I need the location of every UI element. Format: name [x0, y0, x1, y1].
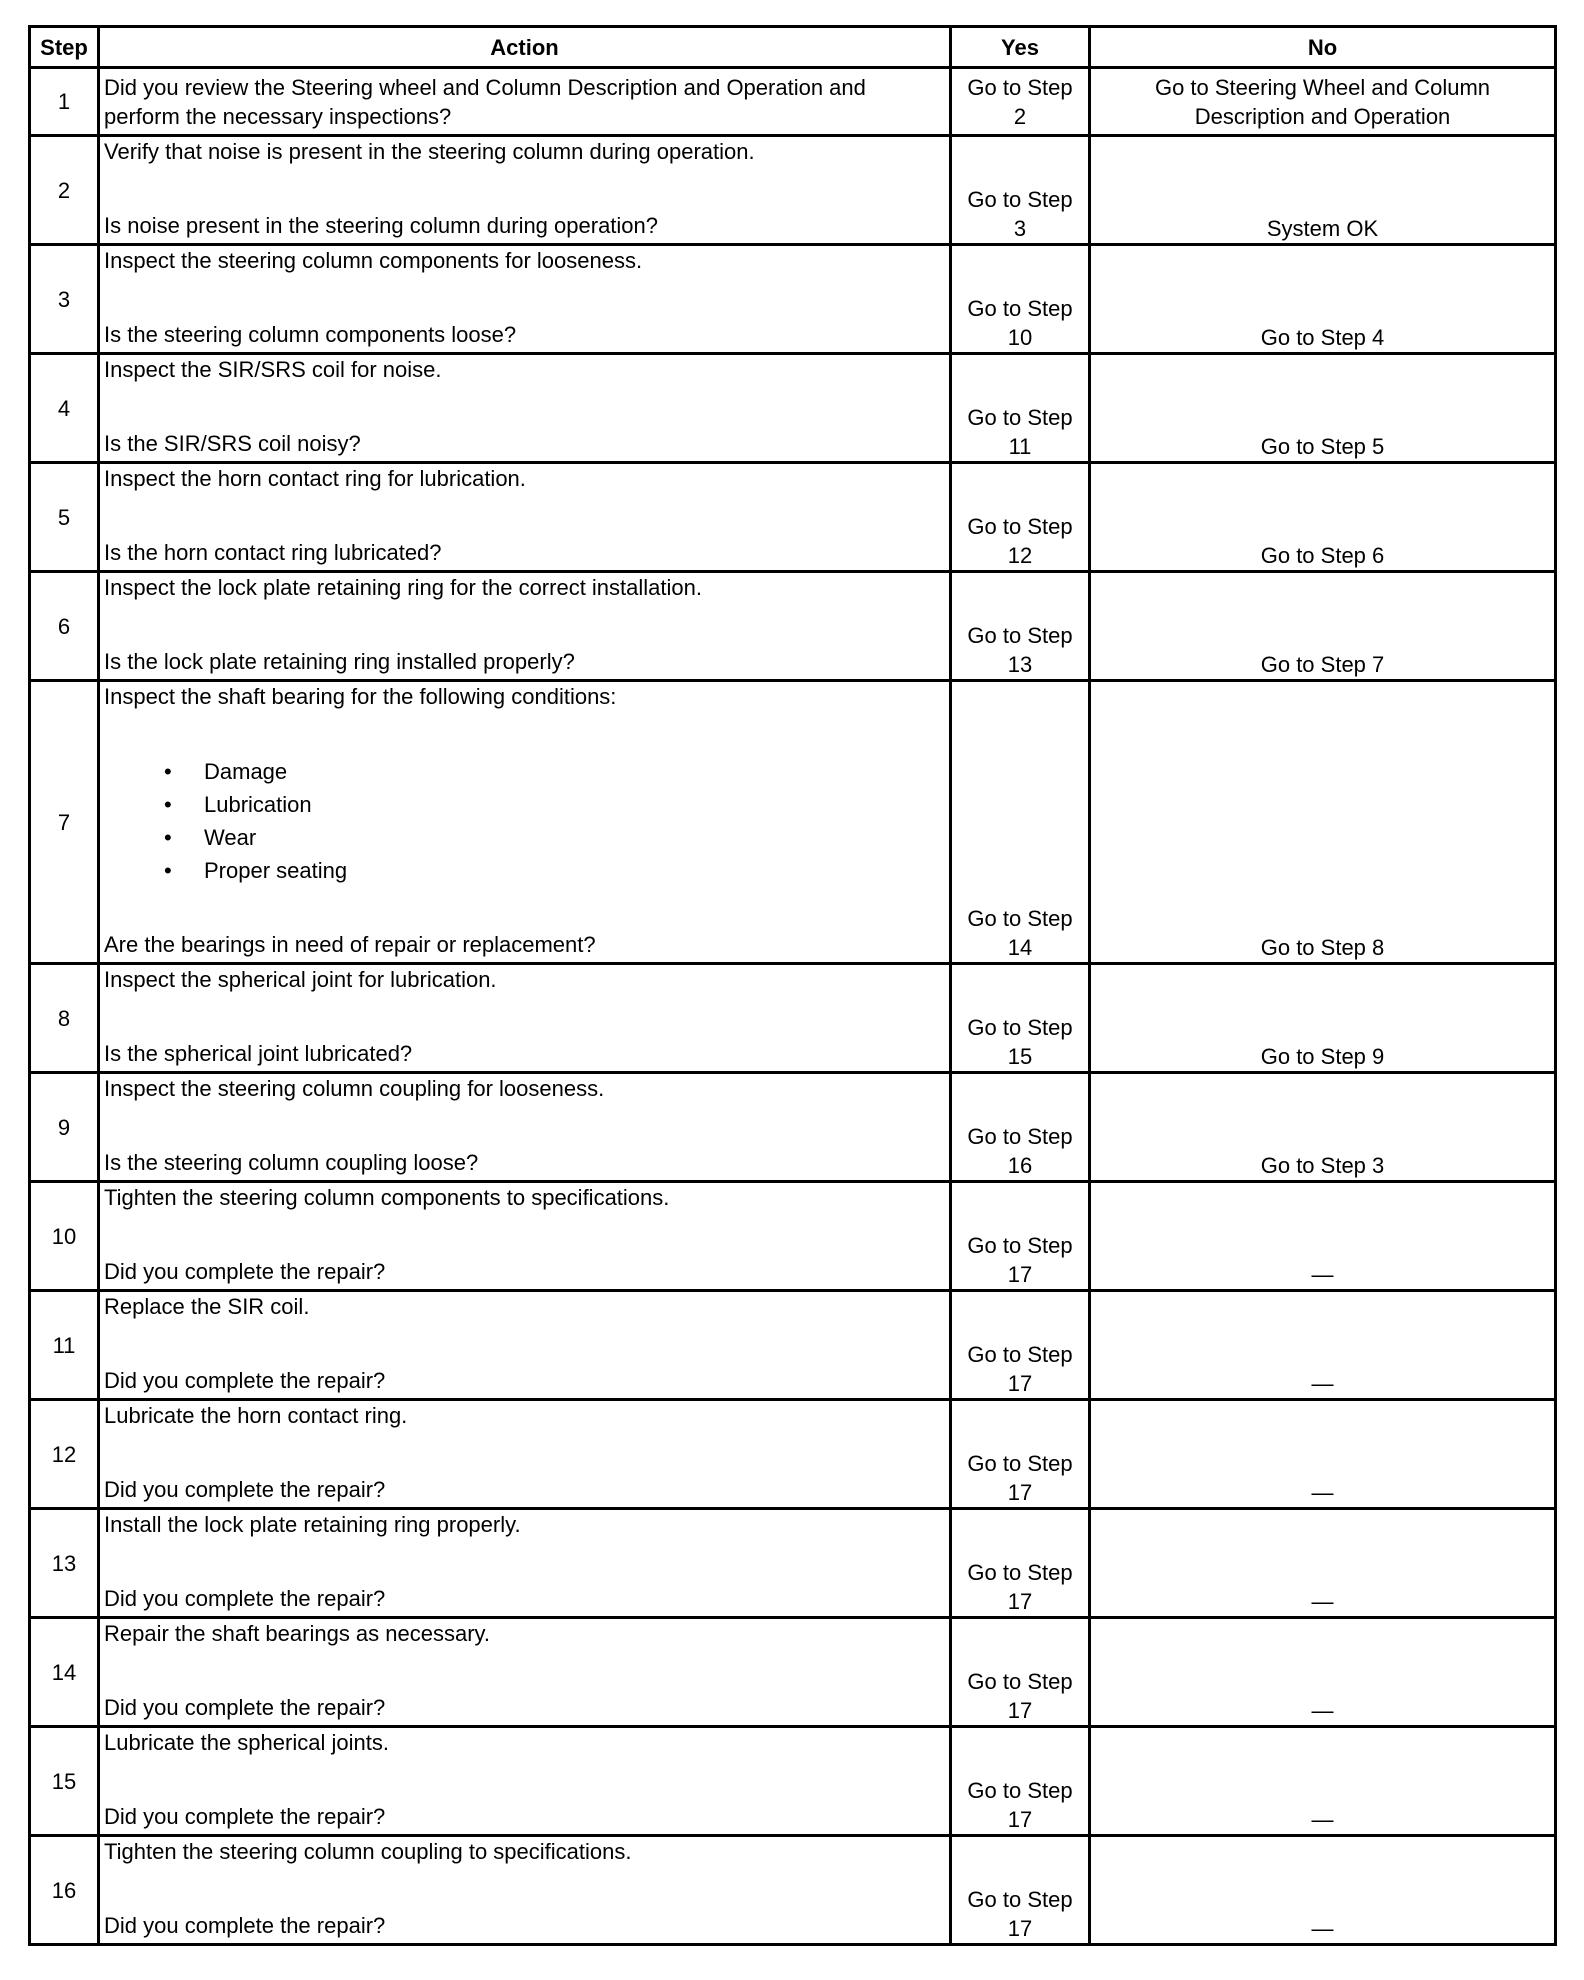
action-instruction: Lubricate the horn contact ring.	[104, 1403, 408, 1428]
step-number: 11	[30, 1291, 99, 1400]
action-instruction: Tighten the steering column components to specifications.	[104, 1185, 670, 1210]
action-cell	[99, 1836, 951, 1945]
yes-cell: Go to Step 10	[951, 245, 1090, 354]
yes-cell: Go to Step 11	[951, 354, 1090, 463]
action-cell	[99, 1400, 951, 1509]
action-cell	[99, 136, 951, 245]
yes-cell: Go to Step 13	[951, 572, 1090, 681]
no-cell: —	[1090, 1836, 1556, 1945]
step-number: 3	[30, 245, 99, 354]
no-cell: Go to Step 9	[1090, 964, 1556, 1073]
action-instruction: Lubricate the spherical joints.	[104, 1730, 389, 1755]
action-instruction: Inspect the lock plate retaining ring for the correct installation.	[104, 575, 702, 600]
action-cell	[99, 463, 951, 572]
no-cell: Go to Step 6	[1090, 463, 1556, 572]
action-cell	[99, 1618, 951, 1727]
no-cell: Go to Step 5	[1090, 354, 1556, 463]
step-number: 4	[30, 354, 99, 463]
action-cell	[99, 354, 951, 463]
yes-cell: Go to Step 2	[951, 68, 1090, 136]
action-question: Is the lock plate retaining ring installed properly?	[104, 649, 575, 674]
action-question: Is the SIR/SRS coil noisy?	[104, 431, 361, 456]
table-row	[30, 572, 1556, 681]
header-yes: Yes	[951, 27, 1090, 68]
table-row	[30, 354, 1556, 463]
table-row	[30, 1291, 1556, 1400]
action-question: Is the steering column components loose?	[104, 322, 517, 347]
action-cell	[99, 572, 951, 681]
action-cell	[99, 1291, 951, 1400]
action-cell	[99, 1509, 951, 1618]
action-question: Did you complete the repair?	[104, 1368, 386, 1393]
step-number: 10	[30, 1182, 99, 1291]
condition-item: • Wear	[164, 821, 945, 854]
no-cell: Go to Step 3	[1090, 1073, 1556, 1182]
no-cell: —	[1090, 1727, 1556, 1836]
table-row	[30, 1400, 1556, 1509]
table-row	[30, 1727, 1556, 1836]
no-cell: —	[1090, 1291, 1556, 1400]
table-row	[30, 681, 1556, 964]
step-number: 1	[30, 68, 99, 136]
table-row	[30, 1836, 1556, 1945]
action-instruction: Inspect the shaft bearing for the following conditions:	[104, 684, 617, 709]
no-cell: System OK	[1090, 136, 1556, 245]
yes-cell: Go to Step 12	[951, 463, 1090, 572]
action-question: Did you complete the repair?	[104, 1477, 386, 1502]
step-number: 8	[30, 964, 99, 1073]
no-cell: Go to Steering Wheel and Column Description and Operation	[1090, 68, 1556, 136]
yes-cell: Go to Step 17	[951, 1509, 1090, 1618]
action-instruction: Inspect the steering column coupling for looseness.	[104, 1076, 605, 1101]
header-step: Step	[30, 27, 99, 68]
table-row	[30, 1509, 1556, 1618]
action-question: Is the horn contact ring lubricated?	[104, 540, 442, 565]
action-question: Did you complete the repair?	[104, 1695, 386, 1720]
step-number: 15	[30, 1727, 99, 1836]
table-row	[30, 964, 1556, 1073]
table-row	[30, 68, 1556, 136]
condition-list	[104, 755, 945, 887]
action-question: Are the bearings in need of repair or replacement?	[104, 932, 596, 957]
condition-item: • Lubrication	[164, 788, 945, 821]
yes-cell: Go to Step 16	[951, 1073, 1090, 1182]
action-cell	[99, 1073, 951, 1182]
no-cell: —	[1090, 1509, 1556, 1618]
action-question: Is noise present in the steering column during operation?	[104, 213, 659, 238]
action-instruction: Install the lock plate retaining ring properly.	[104, 1512, 521, 1537]
step-number: 9	[30, 1073, 99, 1182]
step-number: 13	[30, 1509, 99, 1618]
condition-item: • Damage	[164, 755, 945, 788]
action-instruction: Replace the SIR coil.	[104, 1294, 310, 1319]
yes-cell: Go to Step 15	[951, 964, 1090, 1073]
action-instruction: Tighten the steering column coupling to specifications.	[104, 1839, 632, 1864]
no-cell: Go to Step 4	[1090, 245, 1556, 354]
yes-cell: Go to Step 17	[951, 1618, 1090, 1727]
action-cell	[99, 245, 951, 354]
yes-cell: Go to Step 14	[951, 681, 1090, 964]
step-number: 12	[30, 1400, 99, 1509]
table-row	[30, 1073, 1556, 1182]
action-question: Did you complete the repair?	[104, 1259, 386, 1284]
table-row	[30, 1182, 1556, 1291]
action-cell	[99, 964, 951, 1073]
action-instruction: Inspect the horn contact ring for lubrication.	[104, 466, 526, 491]
step-number: 6	[30, 572, 99, 681]
table-row	[30, 245, 1556, 354]
step-number: 5	[30, 463, 99, 572]
step-number: 2	[30, 136, 99, 245]
action-text: Did you review the Steering wheel and Column Description and Operation and perform the necessary inspections?	[104, 74, 866, 129]
no-cell: Go to Step 7	[1090, 572, 1556, 681]
yes-cell: Go to Step 17	[951, 1400, 1090, 1509]
yes-cell: Go to Step 17	[951, 1291, 1090, 1400]
step-number: 16	[30, 1836, 99, 1945]
action-instruction: Inspect the steering column components for looseness.	[104, 248, 643, 273]
yes-cell: Go to Step 3	[951, 136, 1090, 245]
no-cell: Go to Step 8	[1090, 681, 1556, 964]
step-number: 14	[30, 1618, 99, 1727]
action-cell	[99, 1182, 951, 1291]
action-instruction: Repair the shaft bearings as necessary.	[104, 1621, 491, 1646]
action-instruction: Verify that noise is present in the steering column during operation.	[104, 139, 755, 164]
action-question: Did you complete the repair?	[104, 1804, 386, 1829]
action-cell	[99, 68, 951, 136]
no-cell: —	[1090, 1182, 1556, 1291]
header-no: No	[1090, 27, 1556, 68]
header-row	[30, 27, 1556, 68]
header-action: Action	[99, 27, 951, 68]
action-question: Did you complete the repair?	[104, 1586, 386, 1611]
table-row	[30, 1618, 1556, 1727]
diagnostic-table	[28, 25, 1557, 1946]
table-row	[30, 136, 1556, 245]
action-cell	[99, 681, 951, 964]
no-cell: —	[1090, 1618, 1556, 1727]
yes-cell: Go to Step 17	[951, 1182, 1090, 1291]
action-question: Is the spherical joint lubricated?	[104, 1041, 413, 1066]
action-instruction: Inspect the SIR/SRS coil for noise.	[104, 357, 442, 382]
condition-item: • Proper seating	[164, 854, 945, 887]
action-question: Is the steering column coupling loose?	[104, 1150, 479, 1175]
step-number: 7	[30, 681, 99, 964]
table-row	[30, 463, 1556, 572]
action-cell	[99, 1727, 951, 1836]
action-question: Did you complete the repair?	[104, 1913, 386, 1938]
action-instruction: Inspect the spherical joint for lubrication.	[104, 967, 497, 992]
yes-cell: Go to Step 17	[951, 1836, 1090, 1945]
yes-cell: Go to Step 17	[951, 1727, 1090, 1836]
no-cell: —	[1090, 1400, 1556, 1509]
